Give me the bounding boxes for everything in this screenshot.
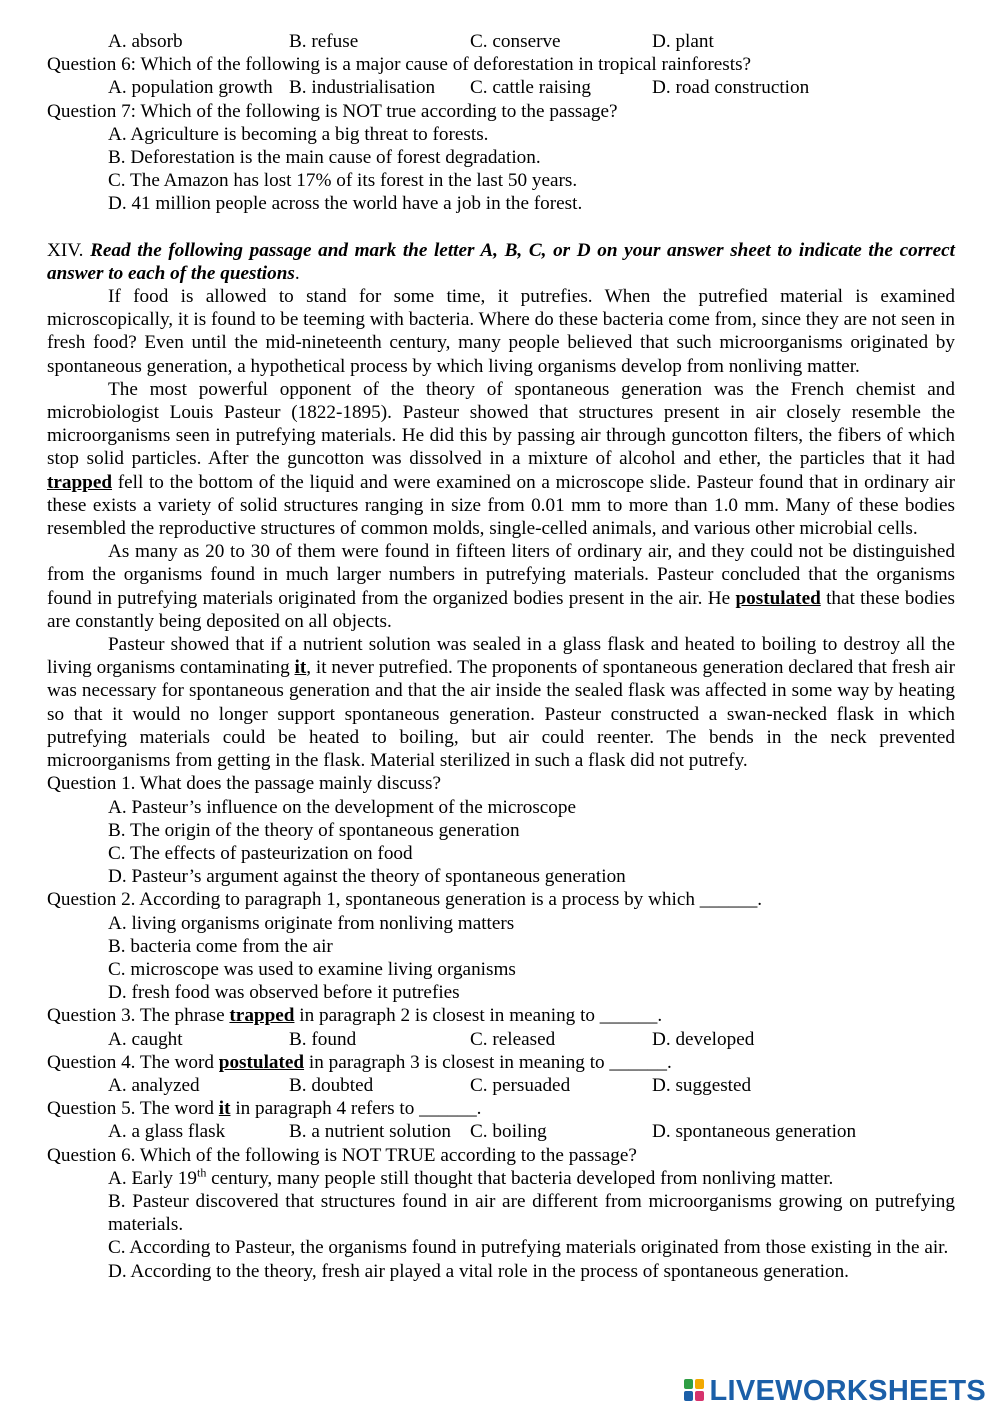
option[interactable]: C. The Amazon has lost 17% of its forest in the last 50 years. (108, 170, 578, 192)
option[interactable]: D. Pasteur’s argument against the theory of spontaneous generation (108, 866, 626, 888)
option-text: century, many people still thought that bacteria developed from nonliving matter. (206, 1167, 834, 1189)
option[interactable]: B. The origin of the theory of spontaneous generation (108, 819, 520, 841)
prev-q5-options (47, 30, 955, 53)
liveworksheets-wordmark: LIVEWORKSHEETS (709, 1374, 986, 1407)
option[interactable]: A. a glass flask (108, 1121, 226, 1143)
liveworksheets-logo (684, 1376, 987, 1406)
option-text: A. Early 19 (108, 1167, 197, 1189)
option[interactable]: C. microscope was used to examine living organisms (108, 958, 516, 980)
option[interactable]: B. a nutrient solution (289, 1121, 452, 1143)
option[interactable]: D. According to the theory, fresh air played a vital role in the process of spontaneous generation. (108, 1260, 849, 1282)
option[interactable]: B. found (289, 1028, 357, 1050)
stem-text: Question 4. The word (47, 1051, 214, 1073)
option[interactable]: D. 41 million people across the world have a job in the forest. (108, 193, 583, 215)
option[interactable]: D. developed (652, 1028, 755, 1050)
passage-paragraph-4 (47, 633, 955, 772)
option[interactable]: A. caught (108, 1028, 183, 1050)
liveworksheets-mark-icon (684, 1379, 706, 1403)
question-stem: Question 7: Which of the following is NOT true according to the passage? (47, 100, 618, 122)
passage-paragraph-3 (47, 540, 955, 633)
option[interactable]: B. doubted (289, 1074, 374, 1096)
option[interactable]: C. persuaded (470, 1074, 571, 1096)
section-number: XIV. (47, 239, 84, 261)
passage-text: that these bodies are constantly being deposited on all objects. (47, 587, 956, 632)
keyword-it: it (218, 1098, 231, 1120)
question-stem: Question 1. What does the passage mainly discuss? (47, 773, 441, 795)
keyword-postulated: postulated (735, 587, 821, 609)
question-stem (47, 1051, 955, 1074)
option[interactable]: D. suggested (652, 1074, 752, 1096)
section-instruction-end: . (294, 262, 300, 284)
passage-text: The most powerful opponent of the theory of spontaneous generation was the French chemist and microbiologist Louis Pasteur (1822-1895). Pasteur showed that structures present in air closely resemble the microorganisms seen in putrefying materials. He did this by passing air through guncotton filters, the fibers of which stop solid particles. After the guncotton was dissolved in a mixture of alcohol and ether, the particles that it had (47, 378, 955, 470)
question-stem (47, 1097, 955, 1120)
question-stem: Question 6: Which of the following is a major cause of deforestation in tropical rainforests? (47, 54, 752, 76)
stem-text: in paragraph 2 is closest in meaning to ______. (299, 1005, 663, 1027)
section-instruction: Read the following passage and mark the letter A, B, C, or D on your answer sheet to indicate the correct answer to each of the questions (47, 239, 955, 284)
option[interactable]: D. road construction (652, 77, 810, 99)
option[interactable]: C. The effects of pasteurization on food (108, 842, 413, 864)
passage-paragraph-2 (47, 378, 955, 540)
option[interactable]: B. refuse (289, 31, 359, 52)
keyword-postulated: postulated (218, 1051, 305, 1073)
option[interactable]: A. absorb (108, 31, 183, 52)
option[interactable]: D. spontaneous generation (652, 1121, 857, 1143)
section-heading (47, 239, 955, 285)
option[interactable] (47, 1167, 955, 1190)
stem-text: in paragraph 4 refers to ______. (235, 1098, 482, 1120)
question-stem (47, 1004, 955, 1027)
passage-text: As many as 20 to 30 of them were found in fifteen liters of ordinary air, and they could not be distinguished from the organisms found in much larger numbers in putrefying materials. Pasteur concluded that the organisms found in putrefying materials originated from the organized bodies present in the air. He (47, 541, 955, 609)
option[interactable]: B. Deforestation is the main cause of forest degradation. (108, 147, 541, 169)
option[interactable]: B. industrialisation (289, 77, 436, 99)
keyword-trapped: trapped (47, 471, 113, 493)
option[interactable]: A. Pasteur’s influence on the development of the microscope (108, 796, 577, 818)
option[interactable]: B. bacteria come from the air (108, 935, 333, 957)
q5-options (47, 1120, 955, 1143)
q4-options (47, 1074, 955, 1097)
passage-text: Pasteur showed that if a nutrient solution was sealed in a glass flask and heated to boiling to destroy all the living organisms contaminating (47, 634, 955, 679)
option[interactable]: A. Agriculture is becoming a big threat to forests. (108, 123, 489, 145)
passage-text: , it never putrefied. The proponents of spontaneous generation declared that fresh air was necessary for spontaneous generation and that the air inside the sealed flask was affected in some way by heating so that it would no longer support spontaneous generation. Pasteur constructed a swan-necked flask in which putrefying materials could be heated to boiling, but air could reenter. The bends in the neck prevented microorganisms from getting in the flask. Material sterilized in such a flask did not putrefy. (47, 657, 956, 772)
option[interactable]: C. boiling (470, 1121, 547, 1143)
option[interactable]: C. conserve (470, 31, 561, 52)
option[interactable]: C. According to Pasteur, the organisms found in putrefying materials originated from those existing in the air. (108, 1237, 949, 1259)
q3-options (47, 1028, 955, 1051)
question-stem: Question 2. According to paragraph 1, spontaneous generation is a process by which ______. (47, 889, 763, 911)
option[interactable]: C. released (470, 1028, 556, 1050)
option[interactable]: A. population growth (108, 77, 273, 99)
keyword-it: it (294, 657, 307, 679)
option[interactable]: D. fresh food was observed before it putrefies (108, 982, 460, 1004)
stem-text: Question 5. The word (47, 1098, 214, 1120)
prev-q6-options (47, 76, 955, 99)
option[interactable]: C. cattle raising (470, 77, 591, 99)
question-stem: Question 6. Which of the following is NOT TRUE according to the passage? (47, 1144, 637, 1166)
stem-text: in paragraph 3 is closest in meaning to ______. (308, 1051, 672, 1073)
option[interactable]: D. plant (652, 31, 714, 52)
stem-text: Question 3. The phrase (47, 1005, 225, 1027)
option[interactable]: A. analyzed (108, 1074, 200, 1096)
keyword-trapped: trapped (229, 1005, 295, 1027)
passage-text: fell to the bottom of the liquid and were examined on a microscope slide. Pasteur found that in ordinary air these exists a variety of solid structures ranging in size from 0.01 mm to more than 1.0 mm. Many of these bodies resembled the reproductive structures of common molds, single-celled animals, and various other microbial cells. (47, 471, 956, 540)
passage-paragraph-1: If food is allowed to stand for some time, it putrefies. When the putrefied material is examined microscopically, it is found to be teeming with bacteria. Where do these bacteria come from, since they are not seen in fresh food? Even until the mid-nineteenth century, many people believed that such microorganisms originated by spontaneous generation, a hypothetical process by which living organisms develop from nonliving matter. (47, 286, 955, 377)
option[interactable]: B. Pasteur discovered that structures found in air are different from microorganisms growing on putrefying materials. (108, 1190, 955, 1236)
worksheet-page (47, 30, 955, 1283)
superscript: th (197, 1165, 207, 1180)
spacer (47, 216, 955, 239)
option[interactable]: A. living organisms originate from nonliving matters (108, 912, 515, 934)
